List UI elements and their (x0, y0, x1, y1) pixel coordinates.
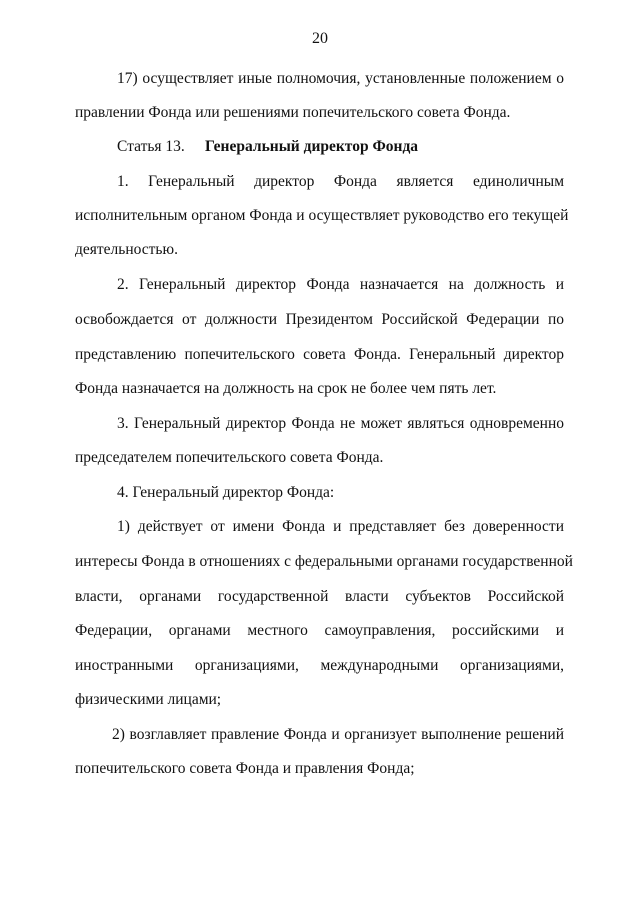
page-number: 20 (312, 30, 328, 47)
text-line: 3. Генеральный директор Фонда не может являться одновременно (117, 415, 564, 432)
text-line: иностранными организациями, международными организациями, (75, 657, 564, 674)
text-line: исполнительным органом Фонда и осуществляет руководство его текущей (75, 207, 569, 224)
text-line: деятельностью. (75, 241, 178, 258)
text-line: правлении Фонда или решениями попечительского совета Фонда. (75, 104, 511, 121)
article-label: Статья 13. (117, 138, 185, 155)
text-line: 2. Генеральный директор Фонда назначается на должность и (117, 276, 564, 293)
text-line: Федерации, органами местного самоуправления, российскими и (75, 622, 564, 639)
text-line: 17) осуществляет иные полномочия, установленные положением о (117, 70, 564, 87)
text-line: интересы Фонда в отношениях с федеральными органами государственной (75, 553, 573, 570)
text-line: 2) возглавляет правление Фонда и организует выполнение решений (112, 726, 564, 743)
text-line: председателем попечительского совета Фонда. (75, 449, 384, 466)
text-line: попечительского совета Фонда и правления Фонда; (75, 760, 415, 777)
text-line: 1. Генеральный директор Фонда является единоличным (117, 173, 564, 190)
text-line: власти, органами государственной власти субъектов Российской (75, 588, 564, 605)
text-line: Фонда назначается на должность на срок не более чем пять лет. (75, 380, 497, 397)
text-line: освобождается от должности Президентом Российской Федерации по (75, 311, 564, 328)
text-line: физическими лицами; (75, 691, 222, 708)
text-line: представлению попечительского совета Фонда. Генеральный директор (75, 346, 564, 363)
text-line: 1) действует от имени Фонда и представляет без доверенности (117, 518, 564, 535)
article-title: Генеральный директор Фонда (205, 138, 419, 155)
text-line: 4. Генеральный директор Фонда: (117, 484, 335, 501)
